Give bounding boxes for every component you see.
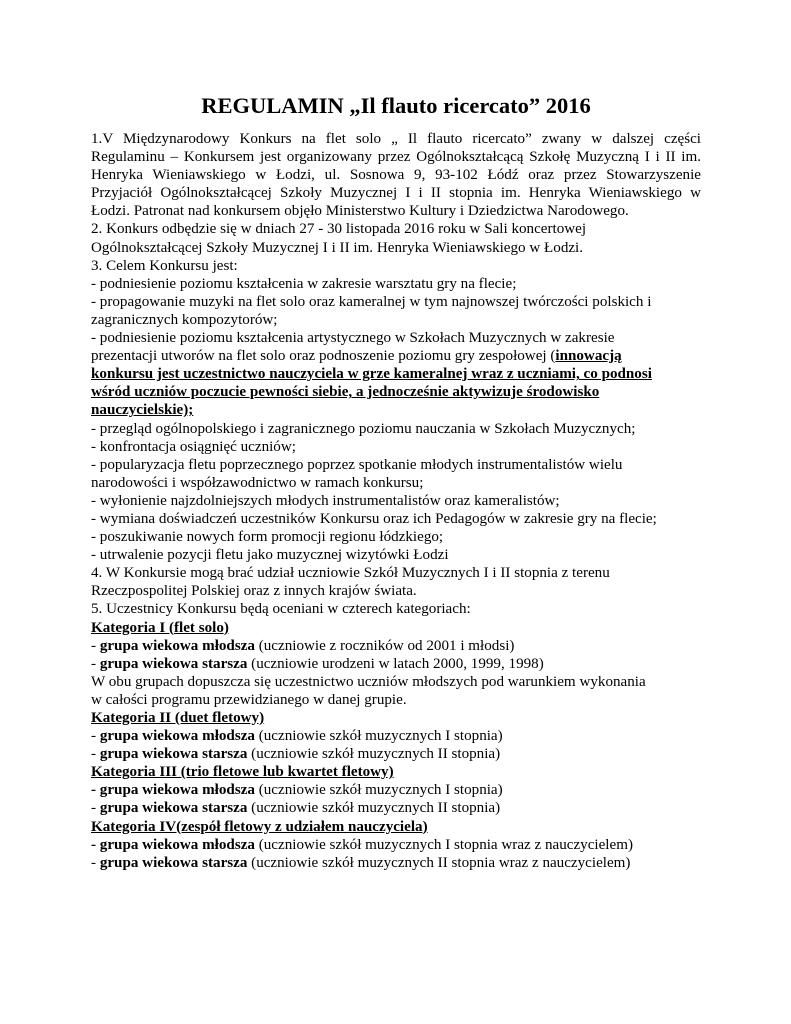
text-line (91, 546, 701, 564)
text-run: - (91, 728, 100, 745)
text-line (91, 311, 701, 329)
text-line (91, 492, 701, 510)
text-line (91, 130, 701, 148)
text-line (91, 528, 701, 546)
emphasized-text: grupa wiekowa starsza (99, 655, 248, 672)
emphasized-text: Kategoria IV(zespół fletowy z udziałem nauczyciela) (91, 818, 428, 835)
text-run: Henryka Wieniawskiego w Łodzi, ul. Sosnowa 9, 93-102 Łódź oraz przez Stowarzyszenie (91, 167, 701, 184)
text-run: W obu grupach dopuszcza się uczestnictwo uczniów młodszych pod warunkiem wykonania (91, 673, 646, 690)
text-line (91, 510, 701, 528)
text-run: - wyłonienie najzdolniejszych młodych instrumentalistów oraz kameralistów; (91, 492, 560, 509)
text-run: Regulaminu – Konkursem jest organizowany przez Ogólnokształcącą Szkołę Muzyczną I i II im. (91, 149, 701, 166)
text-line (91, 293, 701, 311)
text-run: - przegląd ogólnopolskiego i zagranicznego poziomu nauczania w Szkołach Muzycznych; (91, 420, 636, 437)
text-run: - podniesienie poziomu kształcenia artystycznego w Szkołach Muzycznych w zakresie (91, 330, 615, 347)
text-run: Przyjaciół Ogólnokształcącej Szkoły Muzycznej I i II stopnia im. Henryka Wieniawskiego w (91, 185, 701, 202)
text-line (91, 691, 701, 709)
text-run: (uczniowie urodzeni w latach 2000, 1999, 1998) (247, 655, 544, 672)
text-run: Łodzi. Patronat nad konkursem objęło Ministerstwo Kultury i Dziedzictwa Narodowego. (91, 203, 629, 220)
text-line (91, 564, 701, 582)
text-line (91, 383, 701, 401)
emphasized-text: grupa wiekowa starsza (99, 854, 248, 871)
text-run: 2. Konkurs odbędzie się w dniach 27 - 30 listopada 2016 roku w Sali koncertowej (91, 221, 587, 238)
text-run: prezentacji utworów na flet solo oraz podnoszenie poziomu gry zespołowej ( (91, 348, 556, 365)
text-line (91, 275, 701, 293)
text-run: - utrwalenie pozycji fletu jako muzycznej wizytówki Łodzi (91, 547, 449, 564)
text-run: Rzeczpospolitej Polskiej oraz z innych krajów świata. (91, 583, 417, 600)
text-line (91, 655, 701, 673)
emphasized-text: wśród uczniów poczucie pewności siebie, a jednocześnie aktywizuje środowisko (91, 384, 600, 401)
text-line (91, 709, 701, 727)
document-title: REGULAMIN „Il flauto ricercato” 2016 (201, 93, 591, 118)
text-run: (uczniowie szkół muzycznych II stopnia) (247, 800, 501, 817)
text-line (91, 347, 701, 365)
text-run: - podniesienie poziomu kształcenia w zakresie warsztatu gry na flecie; (91, 275, 517, 292)
text-line (91, 239, 701, 257)
text-run: w całości programu przewidzianego w danej grupie. (91, 691, 407, 708)
text-run: - (91, 655, 100, 672)
text-run: (uczniowie szkół muzycznych II stopnia) (247, 746, 501, 763)
text-line (91, 438, 701, 456)
text-line (91, 148, 701, 166)
text-line (91, 727, 701, 745)
emphasized-text: grupa wiekowa starsza (99, 746, 248, 763)
text-line (91, 799, 701, 817)
emphasized-text: Kategoria I (flet solo) (91, 619, 229, 636)
text-run: - propagowanie muzyki na flet solo oraz kameralnej w tym najnowszej twórczości polskich i (91, 293, 652, 310)
text-line (91, 184, 701, 202)
text-run: - wymiana doświadczeń uczestników Konkursu oraz ich Pedagogów w zakresie gry na flecie; (91, 510, 657, 527)
emphasized-text: Kategoria III (trio fletowe lub kwartet fletowy) (91, 764, 394, 781)
text-line (91, 257, 701, 275)
text-run: - poszukiwanie nowych form promocji regionu łódzkiego; (91, 529, 444, 546)
text-line (91, 365, 701, 383)
text-line (91, 220, 701, 238)
text-line (91, 474, 701, 492)
emphasized-text: grupa wiekowa młodsza (99, 637, 255, 654)
text-line (91, 329, 701, 347)
text-line (91, 619, 701, 637)
text-line (91, 582, 701, 600)
text-line (91, 854, 701, 872)
text-run: 1.V Międzynarodowy Konkurs na flet solo „ Il flauto ricercato” zwany w dalszej części (91, 131, 701, 147)
emphasized-text: konkursu jest uczestnictwo nauczyciela w grze kameralnej wraz z uczniami, co podnosi (91, 366, 652, 383)
text-run: - (91, 637, 100, 654)
text-run: narodowości i współzawodnictwo w ramach konkursu; (91, 474, 424, 491)
text-run: zagranicznych kompozytorów; (91, 311, 278, 328)
emphasized-text: grupa wiekowa starsza (99, 800, 248, 817)
text-run: 4. W Konkursie mogą brać udział uczniowie Szkół Muzycznych I i II stopnia z terenu (91, 565, 610, 582)
emphasized-text: nauczycielskie); (91, 402, 194, 419)
emphasized-text: - grupa wiekowa młodsza (91, 836, 255, 853)
text-line (91, 836, 701, 854)
text-run: (uczniowie z roczników od 2001 i młodsi) (254, 637, 515, 654)
text-line (91, 456, 701, 474)
text-run: 5. Uczestnicy Konkursu będą oceniani w czterech kategoriach: (91, 601, 471, 618)
text-line (91, 818, 701, 836)
text-line (91, 673, 701, 691)
text-run: - (91, 800, 100, 817)
emphasized-text: Kategoria II (duet fletowy) (91, 710, 265, 726)
text-line (91, 600, 701, 618)
emphasized-text: - grupa wiekowa młodsza (91, 782, 255, 799)
text-run: Ogólnokształcącej Szkoły Muzycznej I i II im. Henryka Wieniawskiego w Łodzi. (91, 239, 584, 256)
text-line (91, 401, 701, 419)
emphasized-text: grupa wiekowa młodsza (99, 728, 255, 745)
text-line (91, 745, 701, 763)
text-run: - popularyzacja fletu poprzecznego poprzez spotkanie młodych instrumentalistów wielu (91, 456, 623, 473)
text-line (91, 637, 701, 655)
emphasized-text: innowacją (555, 348, 622, 365)
text-line (91, 166, 701, 184)
text-line (91, 781, 701, 799)
text-run: - (91, 854, 100, 871)
text-line (91, 763, 701, 781)
text-line (91, 202, 701, 220)
text-run: - konfrontacja osiągnięć uczniów; (91, 438, 296, 455)
document-body (91, 130, 701, 872)
text-run: (uczniowie szkół muzycznych I stopnia) (254, 728, 503, 745)
text-run: - (91, 746, 100, 763)
text-run: (uczniowie szkół muzycznych II stopnia wraz z nauczycielem) (247, 854, 631, 871)
text-run: (uczniowie szkół muzycznych I stopnia) (254, 782, 503, 799)
text-run: (uczniowie szkół muzycznych I stopnia wraz z nauczycielem) (254, 836, 633, 853)
text-run: 3. Celem Konkursu jest: (91, 257, 238, 274)
text-line (91, 420, 701, 438)
document-page (91, 92, 701, 872)
